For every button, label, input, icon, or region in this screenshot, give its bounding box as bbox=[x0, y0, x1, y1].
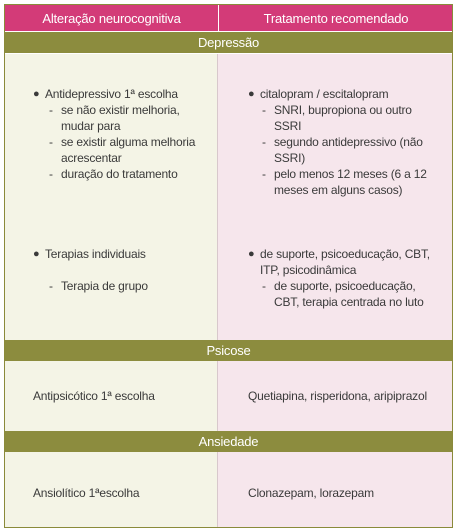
dash-icon: - bbox=[49, 279, 53, 293]
psicose-left-text: Antipsicótico 1ª escolha bbox=[33, 389, 155, 403]
dash-icon: - bbox=[262, 103, 266, 117]
list-item: - se não existir melhoria, mudar para bbox=[49, 103, 180, 133]
ansiedade-left-cell bbox=[5, 452, 218, 528]
bullet-icon: ● bbox=[248, 88, 255, 100]
ansiedade-left-text: Ansiolítico 1ªescolha bbox=[33, 486, 140, 500]
ansiedade-right-cell bbox=[218, 452, 452, 528]
treatment-table bbox=[4, 4, 453, 528]
list-item: ● Terapias individuais bbox=[33, 247, 146, 261]
section-depressao bbox=[5, 32, 452, 53]
ansiedade-right-text: Clonazepam, lorazepam bbox=[248, 486, 374, 500]
list-item: - segundo antidepressivo (não SSRI) bbox=[262, 135, 423, 165]
section-title: Depressão bbox=[197, 35, 260, 50]
section-title: Psicose bbox=[206, 343, 251, 358]
header-neurocognitive-change: Alteração neurocognitiva bbox=[5, 5, 219, 31]
bullet-icon: ● bbox=[33, 88, 40, 100]
psicose-right-text: Quetiapina, risperidona, aripiprazol bbox=[248, 389, 427, 403]
header-recommended-treatment: Tratamento recomendado bbox=[263, 10, 409, 26]
dash-icon: - bbox=[262, 279, 266, 293]
list-item: ● citalopram / escitalopram bbox=[248, 87, 389, 101]
depressao-left-cell bbox=[5, 54, 218, 340]
bullet-icon: ● bbox=[248, 248, 255, 260]
list-item: ● Antidepressivo 1ª escolha bbox=[33, 87, 178, 101]
section-ansiedade bbox=[5, 431, 452, 452]
section-psicose bbox=[5, 340, 452, 361]
ansiedade-row bbox=[5, 452, 452, 528]
psicose-left-cell bbox=[5, 361, 218, 431]
list-item: - de suporte, psicoeducação, CBT, terapia centrada no luto bbox=[262, 279, 424, 309]
psicose-row bbox=[5, 361, 452, 431]
dash-icon: - bbox=[262, 135, 266, 149]
table-header bbox=[5, 5, 452, 31]
dash-icon: - bbox=[49, 167, 53, 181]
list-item: ● de suporte, psicoeducação, CBT, ITP, psicodinâmica bbox=[248, 247, 430, 277]
bullet-icon: ● bbox=[33, 248, 40, 260]
psicose-right-cell bbox=[218, 361, 452, 431]
list-item: - duração do tratamento bbox=[49, 167, 178, 181]
list-item: - Terapia de grupo bbox=[49, 279, 148, 293]
dash-icon: - bbox=[49, 103, 53, 117]
dash-icon: - bbox=[262, 167, 266, 181]
list-item: - se existir alguma melhoria acrescentar bbox=[49, 135, 196, 165]
depressao-right-cell bbox=[218, 54, 452, 340]
depressao-row bbox=[5, 54, 452, 340]
dash-icon: - bbox=[49, 135, 53, 149]
section-title: Ansiedade bbox=[198, 434, 259, 449]
list-item: - pelo menos 12 meses (6 a 12 meses em alguns casos) bbox=[262, 167, 427, 197]
list-item: - SNRI, bupropiona ou outro SSRI bbox=[262, 103, 412, 133]
